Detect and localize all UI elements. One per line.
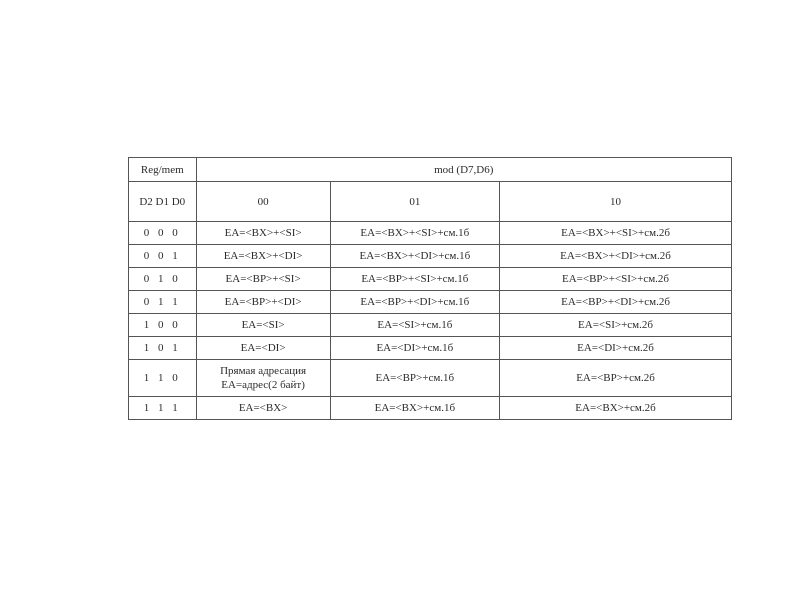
reg-code: 0 1 0 — [129, 268, 197, 291]
cell-mod-01: EA=<BX>+<SI>+см.1б — [330, 222, 499, 245]
reg-code: 1 1 0 — [129, 360, 197, 397]
cell-mod-10: EA=<SI>+см.2б — [500, 314, 732, 337]
reg-code-header: D2 D1 D0 — [129, 182, 197, 222]
reg-code: 0 0 0 — [129, 222, 197, 245]
cell-mod-00: EA=<BX>+<SI> — [196, 222, 330, 245]
cell-mod-01: EA=<BX>+см.1б — [330, 397, 499, 420]
cell-mod-01: EA=<SI>+см.1б — [330, 314, 499, 337]
table-row — [129, 222, 732, 245]
table-row — [129, 337, 732, 360]
cell-mod-00: EA=<BP>+<SI> — [196, 268, 330, 291]
cell-mod-00: EA=<SI> — [196, 314, 330, 337]
cell-mod-00: EA=<BX> — [196, 397, 330, 420]
cell-mod-00: EA=<BX>+<DI> — [196, 245, 330, 268]
cell-mod-01: EA=<BP>+<SI>+см.1б — [330, 268, 499, 291]
addressing-modes-table — [128, 157, 732, 420]
reg-mem-header: Reg/mem — [129, 158, 197, 182]
cell-mod-10: EA=<BP>+<SI>+см.2б — [500, 268, 732, 291]
reg-code: 1 0 0 — [129, 314, 197, 337]
reg-code: 1 1 1 — [129, 397, 197, 420]
cell-mod-01: EA=<BX>+<DI>+см.1б — [330, 245, 499, 268]
mod-value-10: 10 — [500, 182, 732, 222]
table-row — [129, 314, 732, 337]
reg-code: 0 0 1 — [129, 245, 197, 268]
cell-mod-10: EA=<BP>+см.2б — [500, 360, 732, 397]
header-row-mod — [129, 158, 732, 182]
mod-value-00: 00 — [196, 182, 330, 222]
cell-mod-01: EA=<BP>+<DI>+см.1б — [330, 291, 499, 314]
mod-header: mod (D7,D6) — [196, 158, 731, 182]
cell-mod-10: EA=<BX>+см.2б — [500, 397, 732, 420]
header-row-values — [129, 182, 732, 222]
cell-mod-10: EA=<BX>+<DI>+см.2б — [500, 245, 732, 268]
reg-code: 0 1 1 — [129, 291, 197, 314]
cell-mod-10: EA=<BX>+<SI>+см.2б — [500, 222, 732, 245]
cell-mod-10: EA=<DI>+см.2б — [500, 337, 732, 360]
cell-mod-00: Прямая адресация EA=адрес(2 байт) — [196, 360, 330, 397]
cell-mod-00: EA=<DI> — [196, 337, 330, 360]
table-row — [129, 291, 732, 314]
cell-mod-10: EA=<BP>+<DI>+см.2б — [500, 291, 732, 314]
table-row — [129, 245, 732, 268]
table-row — [129, 397, 732, 420]
table-row — [129, 268, 732, 291]
cell-mod-01: EA=<BP>+см.1б — [330, 360, 499, 397]
reg-code: 1 0 1 — [129, 337, 197, 360]
cell-mod-00: EA=<BP>+<DI> — [196, 291, 330, 314]
table-row — [129, 360, 732, 397]
cell-mod-01: EA=<DI>+см.1б — [330, 337, 499, 360]
mod-value-01: 01 — [330, 182, 499, 222]
